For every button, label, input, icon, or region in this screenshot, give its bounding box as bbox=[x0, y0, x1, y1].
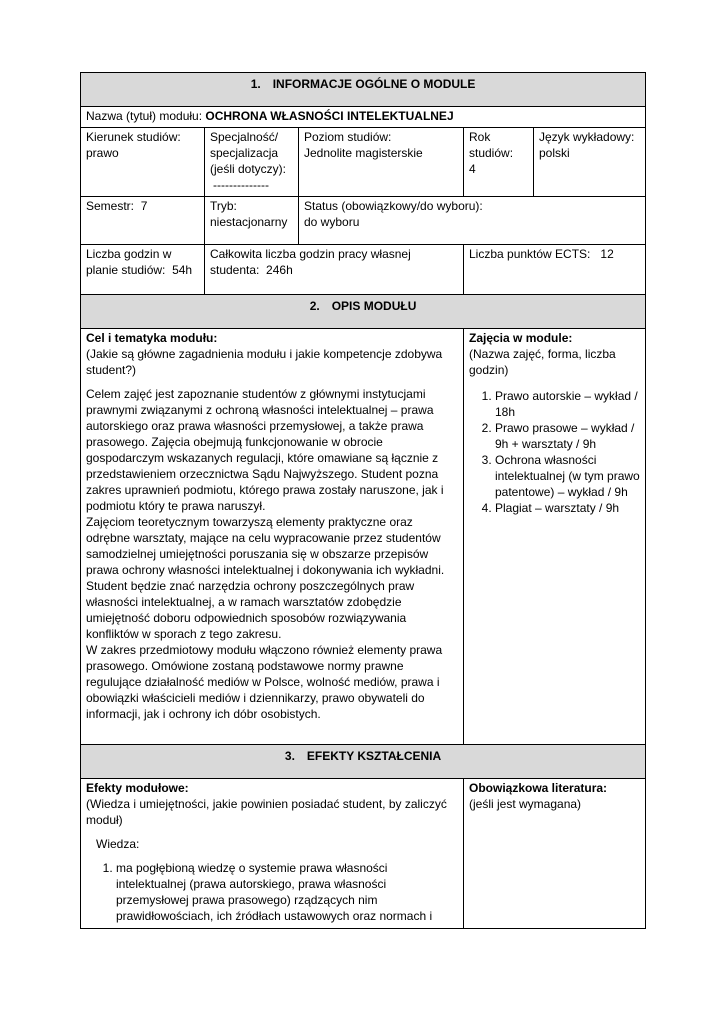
study-level-value: Jednolite magisterskie bbox=[304, 146, 423, 160]
mode-label: Tryb: bbox=[210, 199, 237, 213]
planned-hours-cell bbox=[81, 245, 205, 295]
module-name-cell bbox=[81, 107, 646, 128]
self-work-hours-value: 246h bbox=[266, 263, 293, 277]
module-goal-heading: Cel i tematyka modułu: bbox=[86, 331, 218, 345]
ects-cell bbox=[464, 245, 646, 295]
section-1-header bbox=[81, 73, 646, 107]
section-1-title: INFORMACJE OGÓLNE O MODULE bbox=[272, 77, 476, 91]
ects-value: 12 bbox=[600, 247, 614, 261]
module-class-item: 2. Prawo prasowe – wykład / 9h + warsztaty / 9h bbox=[495, 420, 640, 452]
section-1-number: 1. bbox=[250, 77, 261, 91]
language-label: Język wykładowy: bbox=[539, 130, 635, 144]
knowledge-list bbox=[86, 860, 458, 924]
literature-cell bbox=[464, 779, 646, 929]
module-classes-subheading: (Nazwa zajęć, forma, liczba godzin) bbox=[469, 347, 616, 377]
section-3-title: EFEKTY KSZTAŁCENIA bbox=[306, 749, 442, 763]
section-3-number: 3. bbox=[284, 749, 295, 763]
module-classes-cell bbox=[464, 329, 646, 745]
language-cell bbox=[534, 128, 646, 197]
section-2-number: 2. bbox=[309, 299, 320, 313]
semester-value: 7 bbox=[140, 199, 148, 213]
module-goal-paragraph-2: Zajęciom teoretycznym towarzyszą elementy praktyczne oraz odrębne warsztaty, mające na celu wypracowanie przez studentów samodzielnej umiejętności poruszania się w obszarze przepisów prawa ochrony własności intelektualnej i dokonywania ich wykładni. Student będzie znać narzędzia ochrony poszczególnych praw własności intelektualnej, a w ramach warsztatów zdobędzie umiejętność doboru odpowiednich sposobów rozwiązywania konfliktów w sporach z tego zakresu. bbox=[86, 515, 445, 641]
study-year-cell bbox=[464, 128, 534, 197]
specialization-label: Specjalność/ specjalizacja (jeśli dotyczy): bbox=[210, 130, 287, 176]
module-sheet bbox=[80, 72, 645, 929]
field-of-study-value: prawo bbox=[86, 146, 119, 160]
section-3-header bbox=[81, 745, 646, 779]
learning-outcomes-heading: Efekty modułowe: bbox=[86, 781, 189, 795]
planned-hours-label: Liczba godzin w planie studiów: bbox=[86, 247, 172, 277]
module-classes-heading: Zajęcia w module: bbox=[469, 331, 573, 345]
mode-cell bbox=[205, 197, 299, 245]
module-class-item: 4. Plagiat – warsztaty / 9h bbox=[495, 500, 640, 516]
specialization-cell bbox=[205, 128, 299, 197]
study-level-label: Poziom studiów: bbox=[304, 130, 392, 144]
knowledge-label: Wiedza: bbox=[96, 837, 140, 851]
planned-hours-value: 54h bbox=[172, 263, 193, 277]
module-class-item: 1. Prawo autorskie – wykład / 18h bbox=[495, 388, 640, 420]
module-name-value: OCHRONA WŁASNOŚCI INTELEKTUALNEJ bbox=[205, 109, 454, 123]
semester-label: Semestr: bbox=[86, 199, 135, 213]
self-work-hours-cell bbox=[205, 245, 464, 295]
semester-cell bbox=[81, 197, 205, 245]
status-label: Status (obowiązkowy/do wyboru): bbox=[304, 199, 483, 213]
module-goal-paragraph-1: Celem zajęć jest zapoznanie studentów z głównymi instytucjami prawnymi związanymi z ochroną własności intelektualnej – prawa autorskiego oraz prawa własności przemysłowej, a także prawa prasowego. Zajęcia obejmują funkcjonowanie w obrocie gospodarczym wskazanych regulacji, które omawiane są łącznie z przedstawieniem orzecznictwa Sądu Najwyższego. Student pozna zakres uprawnień podmiotu, którego prawa zostały naruszone, jak i podmiotu który te prawa naruszył. bbox=[86, 387, 444, 513]
literature-subheading: (jeśli jest wymagana) bbox=[469, 797, 582, 811]
mode-value: niestacjonarny bbox=[210, 215, 288, 229]
learning-outcomes-subheading: (Wiedza i umiejętności, jakie powinien posiadać student, by zaliczyć moduł) bbox=[86, 797, 447, 827]
section-2-header bbox=[81, 295, 646, 329]
learning-outcomes-cell bbox=[81, 779, 464, 929]
field-of-study-cell bbox=[81, 128, 205, 197]
module-goal-paragraph-3: W zakres przedmiotowy modułu włączono również elementy prawa prasowego. Omówione zostaną podstawowe normy prawne regulujące działalność mediów w Polsce, wolność mediów, prawa i obowiązki właścicieli mediów i dziennikarzy, prawo obywateli do informacji, jak i ochrony ich dóbr osobistych. bbox=[86, 643, 443, 721]
literature-heading: Obowiązkowa literatura: bbox=[469, 781, 608, 795]
study-year-value: 4 bbox=[469, 162, 476, 176]
status-cell bbox=[299, 197, 646, 245]
module-goal-subheading: (Jakie są główne zagadnienia modułu i jakie kompetencje zdobywa student?) bbox=[86, 347, 443, 377]
module-name-label: Nazwa (tytuł) modułu: bbox=[86, 109, 203, 123]
status-value: do wyboru bbox=[304, 215, 360, 229]
module-class-item: 3. Ochrona własności intelektualnej (w tym prawo patentowe) – wykład / 9h bbox=[495, 452, 640, 500]
knowledge-item: 1. ma pogłębioną wiedzę o systemie prawa własności intelektualnej (prawa autorskiego, prawa własności przemysłowej prawa prasowego) rządzących nim prawidłowościach, ich źródłach ustawowych oraz normach i bbox=[116, 860, 458, 924]
module-table bbox=[80, 72, 646, 929]
ects-label: Liczba punktów ECTS: bbox=[469, 247, 591, 261]
field-of-study-label: Kierunek studiów: bbox=[86, 130, 181, 144]
module-goal-cell bbox=[81, 329, 464, 745]
specialization-value: -------------- bbox=[213, 178, 269, 192]
study-year-label: Rok studiów: bbox=[469, 130, 514, 160]
section-2-title: OPIS MODUŁU bbox=[331, 299, 417, 313]
study-level-cell bbox=[299, 128, 464, 197]
self-work-hours-label: Całkowita liczba godzin pracy własnej studenta: bbox=[210, 247, 411, 277]
module-classes-list bbox=[469, 388, 640, 516]
language-value: polski bbox=[539, 146, 570, 160]
